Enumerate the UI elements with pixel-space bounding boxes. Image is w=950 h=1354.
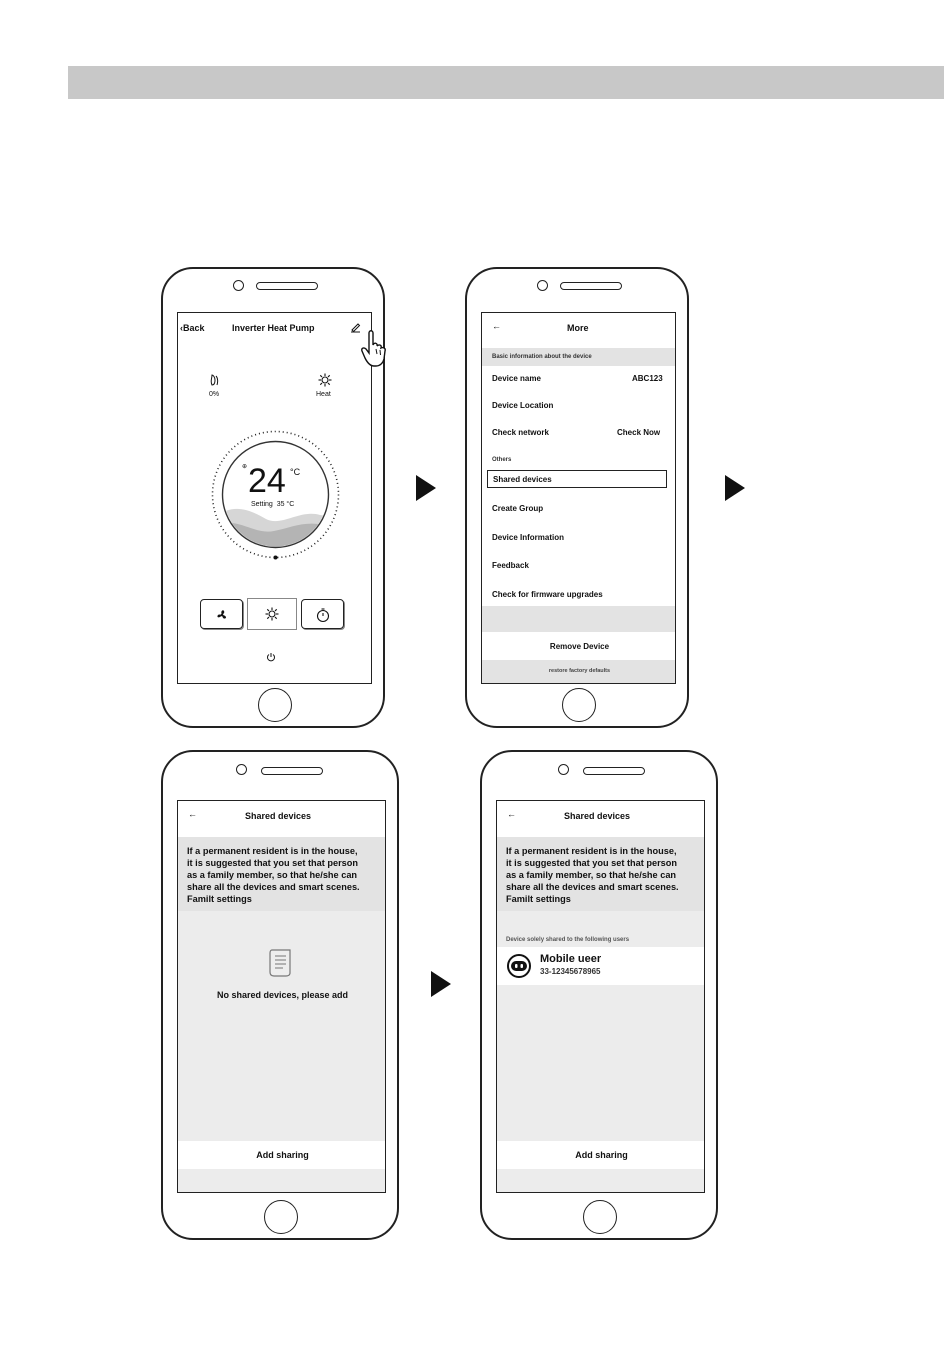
bottom-band (497, 1169, 705, 1193)
restore-band (482, 660, 676, 684)
speaker-grill (261, 767, 323, 775)
family-settings-link[interactable]: Familt settings (506, 894, 571, 904)
family-note (187, 845, 360, 905)
note-line: If a permanent resident is in the house, (506, 846, 677, 856)
section-label-others: Others (492, 457, 512, 463)
phone-frame-4 (480, 750, 718, 1240)
check-now-link[interactable]: Check Now (617, 428, 661, 437)
family-settings-link[interactable]: Familt settings (187, 894, 252, 904)
camera-icon (558, 764, 569, 775)
page-title: Inverter Heat Pump (232, 323, 315, 333)
note-line: share all the devices and smart scenes. (187, 882, 360, 892)
power-icon[interactable] (266, 652, 276, 662)
add-sharing-button[interactable]: Add sharing (497, 1141, 705, 1169)
temperature-unit: °C (290, 467, 301, 477)
back-label: Back (183, 323, 205, 333)
shared-user-name: Mobile ueer (540, 953, 602, 965)
note-line: If a permanent resident is in the house, (187, 846, 358, 856)
back-arrow-icon[interactable]: ← (507, 809, 516, 819)
timer-button[interactable] (301, 599, 344, 629)
note-line: it is suggested that you set that person (506, 858, 678, 868)
screen-more (481, 312, 676, 684)
shared-devices-item[interactable]: Shared devices (487, 470, 667, 488)
device-information-item[interactable]: Device Information (492, 533, 565, 542)
shared-users-area (497, 911, 705, 1141)
note-line: as a family member, so that he/she can (187, 870, 358, 880)
page-title: Shared devices (564, 811, 631, 821)
remove-device-button[interactable]: Remove Device (549, 642, 610, 651)
home-button[interactable] (258, 688, 292, 722)
device-name-label[interactable]: Device name (492, 374, 541, 383)
phone-frame-2 (465, 267, 689, 728)
humidity-icon (208, 373, 222, 387)
empty-state-message: No shared devices, please add (216, 990, 349, 1000)
device-name-value: ABC123 (632, 374, 663, 383)
page-title: Shared devices (245, 811, 312, 821)
section-header-bar (68, 66, 944, 99)
next-step-arrow-icon (416, 475, 436, 501)
chevron-left-icon: ‹ (180, 323, 183, 333)
next-step-arrow-icon (431, 971, 451, 997)
setting-readout (251, 501, 294, 508)
back-arrow-icon[interactable]: ← (492, 321, 501, 331)
hand-pointer-icon (361, 329, 391, 369)
family-note (506, 845, 679, 905)
create-group-item[interactable]: Create Group (492, 504, 544, 513)
next-step-arrow-icon (725, 475, 745, 501)
feedback-item[interactable]: Feedback (492, 561, 529, 570)
phone-frame-3 (161, 750, 399, 1240)
check-network-label[interactable]: Check network (492, 428, 549, 437)
shared-user-phone: 33-12345678965 (540, 967, 601, 976)
note-line: as a family member, so that he/she can (506, 870, 677, 880)
family-note-panel (178, 837, 386, 911)
heat-mode-button[interactable] (247, 598, 297, 630)
empty-state-area (178, 911, 386, 1141)
setting-value: 35 °C (276, 501, 295, 508)
restore-defaults-link[interactable]: restore factory defaults (548, 668, 611, 674)
humidity-value: 0% (209, 391, 220, 398)
spacer-band (482, 606, 676, 632)
note-line: share all the devices and smart scenes. (506, 882, 679, 892)
sun-icon (318, 373, 332, 387)
shared-user-row[interactable] (497, 947, 705, 985)
family-note-panel (497, 837, 705, 911)
mode-label: Heat (316, 391, 331, 398)
heat-indicator-icon: ⊕ (242, 464, 248, 470)
camera-icon (537, 280, 548, 291)
bottom-band (178, 1169, 386, 1193)
screen-shared-list (496, 800, 705, 1193)
back-button[interactable] (180, 323, 205, 333)
page-title: More (567, 323, 589, 333)
current-temperature: 24 (248, 462, 286, 500)
note-line: it is suggested that you set that person (187, 858, 359, 868)
sun-icon (265, 607, 279, 621)
fan-button[interactable] (200, 599, 243, 629)
shared-users-section-label: Device solely shared to the following users (506, 937, 630, 943)
setting-label: Setting (251, 501, 273, 508)
document-scroll-icon (266, 947, 294, 977)
camera-icon (233, 280, 244, 291)
home-button[interactable] (264, 1200, 298, 1234)
speaker-grill (256, 282, 318, 290)
home-button[interactable] (562, 688, 596, 722)
fan-icon (214, 607, 230, 623)
speaker-grill (560, 282, 622, 290)
section-header-basic (482, 348, 676, 366)
robot-avatar-icon (506, 953, 532, 979)
screen-shared-empty (177, 800, 386, 1193)
camera-icon (236, 764, 247, 775)
back-arrow-icon[interactable]: ← (188, 809, 197, 819)
section-label: Basic information about the device (492, 354, 592, 360)
firmware-upgrade-item[interactable]: Check for firmware upgrades (492, 590, 603, 599)
add-sharing-button[interactable]: Add sharing (178, 1141, 386, 1169)
speaker-grill (583, 767, 645, 775)
device-location-item[interactable]: Device Location (492, 401, 554, 410)
screen-device-control (177, 312, 372, 684)
timer-icon (315, 607, 331, 623)
phone-frame-1 (161, 267, 385, 728)
home-button[interactable] (583, 1200, 617, 1234)
